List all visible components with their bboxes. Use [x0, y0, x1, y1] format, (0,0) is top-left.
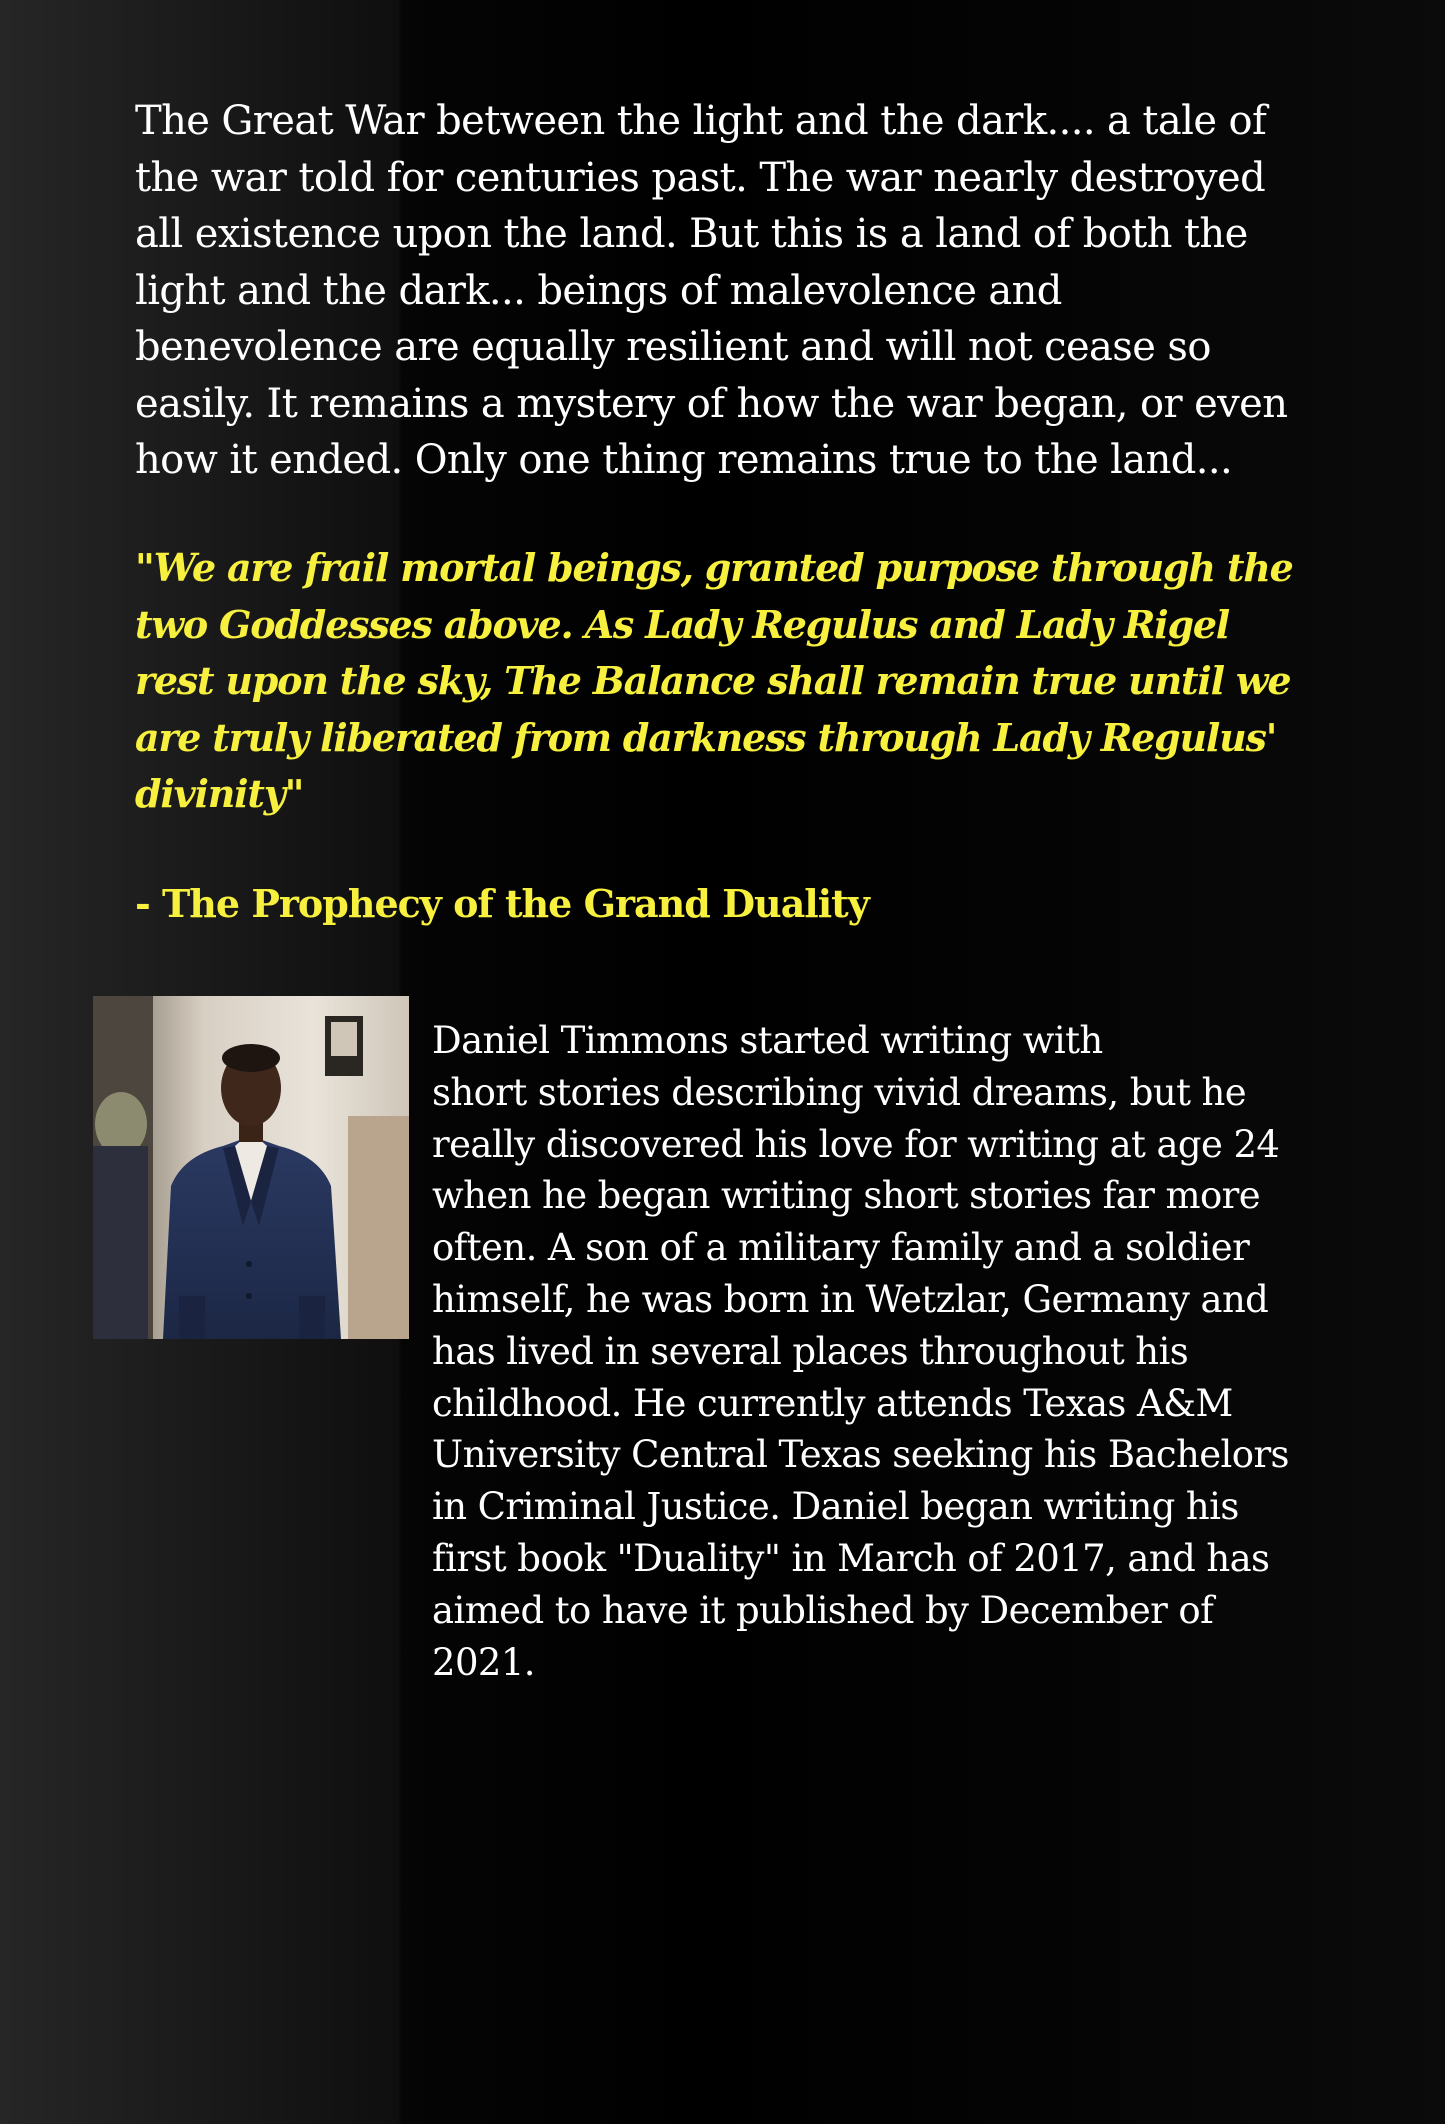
- bio-line: really discovered his love for writing at age 24: [432, 1122, 1280, 1166]
- prophecy-line: are truly liberated from darkness through Lady Regulus': [135, 714, 1277, 760]
- author-bio: [432, 1015, 1332, 1688]
- bio-line: in Criminal Justice. Daniel began writing his: [432, 1485, 1239, 1529]
- synopsis-paragraph: [135, 93, 1335, 489]
- bio-line: 2021.: [432, 1640, 535, 1684]
- prophecy-quote: [135, 540, 1335, 823]
- synopsis-line: all existence upon the land. But this is a land of both the: [135, 211, 1248, 257]
- prophecy-line: rest upon the sky, The Balance shall remain true until we: [135, 658, 1291, 703]
- author-photo: [93, 996, 409, 1339]
- synopsis-line: benevolence are equally resilient and will not cease so: [135, 324, 1211, 370]
- prophecy-attribution: - The Prophecy of the Grand Duality: [135, 881, 869, 926]
- prophecy-line: "We are frail mortal beings, granted purpose through the: [135, 545, 1293, 590]
- synopsis-line: easily. It remains a mystery of how the war began, or even: [135, 380, 1288, 427]
- bio-line: himself, he was born in Wetzlar, Germany and: [432, 1277, 1269, 1321]
- bio-line: has lived in several places throughout his: [432, 1329, 1189, 1373]
- bio-line: Daniel Timmons started writing with: [432, 1019, 1103, 1062]
- prophecy-line: two Goddesses above. As Lady Regulus and Lady Rigel: [135, 601, 1230, 647]
- bio-line: aimed to have it published by December of: [432, 1588, 1214, 1632]
- prophecy-line: divinity": [135, 771, 304, 816]
- synopsis-line: The Great War between the light and the dark.... a tale of: [135, 98, 1267, 144]
- synopsis-line: the war told for centuries past. The war nearly destroyed: [135, 154, 1266, 201]
- bio-line: University Central Texas seeking his Bachelors: [432, 1433, 1289, 1477]
- bio-line: short stories describing vivid dreams, but he: [432, 1070, 1247, 1114]
- bio-line: childhood. He currently attends Texas A&M: [432, 1381, 1233, 1425]
- synopsis-line: how it ended. Only one thing remains true to the land...: [135, 437, 1233, 483]
- bio-line: often. A son of a military family and a soldier: [432, 1226, 1250, 1270]
- bio-line: first book "Duality" in March of 2017, and has: [432, 1536, 1270, 1580]
- author-portrait-icon: [93, 996, 409, 1339]
- synopsis-line: light and the dark... beings of malevolence and: [135, 267, 1062, 314]
- bio-line: when he began writing short stories far more: [432, 1174, 1261, 1218]
